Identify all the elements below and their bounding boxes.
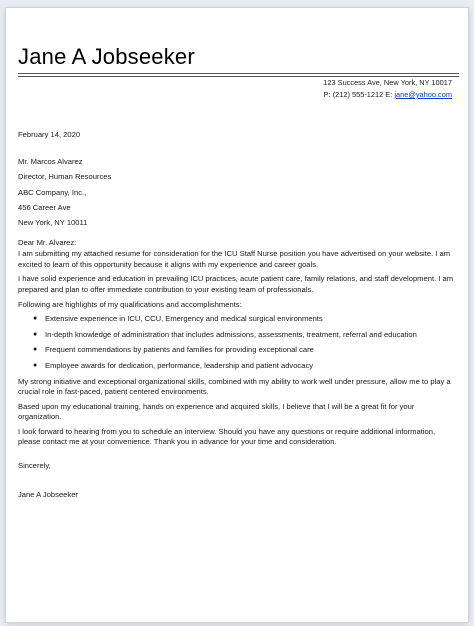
recipient-city: New York, NY 10011 (18, 218, 88, 228)
header-rule-top (18, 73, 459, 74)
paragraph-fit: Based upon my educational training, hands on experience and acquired skills, I believe that I will be a great fit for your organization. (18, 401, 415, 422)
list-item: ● Frequent commendations by patients and families for providing exceptional care (33, 345, 314, 355)
applicant-name: Jane A Jobseeker (18, 44, 195, 69)
list-item: ● Extensive experience in ICU, CCU, Emergency and medical surgical environments (33, 314, 323, 324)
letter-date: February 14, 2020 (18, 130, 81, 139)
header-rule-bottom (18, 76, 459, 77)
letter-page (6, 8, 468, 622)
list-item: ● In-depth knowledge of administration that includes admissions, assessments, treatment, referral and education (33, 329, 417, 339)
paragraph-closing: I look forward to hearing from you to schedule an interview. Should you have any questions or require additional information, please contact me at your convenience. Thank you in advance for your time and consideration. (18, 426, 436, 447)
contact-phone: P: (212) 555-1212 E: (323, 90, 393, 99)
list-item: ● Employee awards for dedication, performance, leadership and patient advocacy (33, 360, 314, 370)
bullet-icon: ● (33, 315, 38, 323)
bullet-icon: ● (33, 361, 38, 369)
contact-address: 123 Success Ave, New York, NY 10017 (323, 78, 452, 87)
letter-body (18, 130, 454, 500)
salutation: Dear Mr. Alvarez: (18, 237, 77, 247)
recipient-name: Mr. Marcos Alvarez (18, 157, 83, 167)
signature: Jane A Jobseeker (18, 489, 78, 499)
paragraph-experience: I have solid experience and education in prevailing ICU practices, acute patient care, family relations, and staff development. I am prepared and plan to offer immediate contribution to your existing team of professionals. (18, 274, 454, 294)
closing: Sincerely, (18, 461, 51, 471)
bullet-icon: ● (33, 330, 38, 338)
recipient-company: ABC Company, Inc., (18, 187, 87, 197)
contact-phone-email (324, 90, 452, 99)
paragraph-initiative: My strong initiative and exceptional organizational skills, combined with my ability to work well under pressure, allow me to play a crucial role in fast-paced, patient centered environments. (18, 376, 451, 397)
recipient-block (18, 154, 454, 230)
recipient-title: Director, Human Resources (18, 172, 112, 182)
recipient-street: 456 Career Ave (18, 202, 71, 212)
contact-email-link[interactable]: jane@yahoo.com (394, 90, 452, 99)
paragraph-intro: I am submitting my attached resume for consideration for the ICU Staff Nurse position you have advertised on your website. I am excited to learn of this opportunity because it aligns with my experience and career goals. (18, 249, 451, 269)
bullet-icon: ● (33, 346, 38, 354)
highlights-list (18, 314, 454, 371)
highlights-intro: Following are highlights of my qualifications and accomplishments: (18, 299, 242, 309)
